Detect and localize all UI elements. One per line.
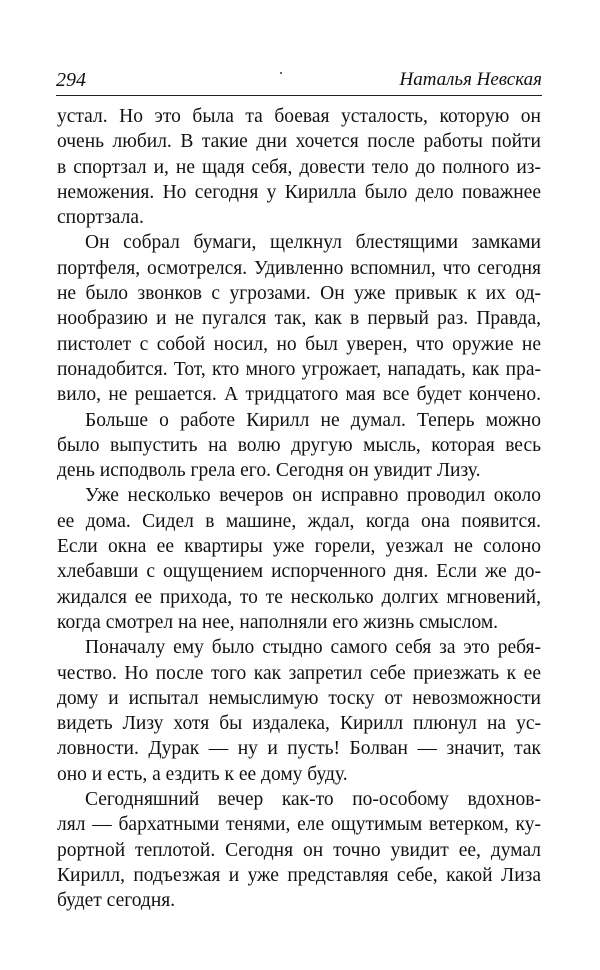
text-line: Больше о работе Кирилл не думал. Теперь можно: [85, 409, 541, 431]
text-line: пистолет с собой носил, но был уверен, что оружие не: [57, 333, 541, 355]
text-line: Уже несколько вечеров он исправно проводил около: [85, 485, 541, 507]
paragraph: [57, 483, 541, 635]
text-line: день исподволь грела его. Сегодня он увидит Лизу.: [57, 460, 481, 482]
paragraph: [57, 787, 541, 913]
paragraph: [57, 104, 541, 230]
text-line: очень любил. В такие дни хочется после работы пойти: [57, 131, 541, 153]
text-line: чество. Но после того как запретил себе приезжать к ее: [57, 662, 541, 684]
running-header: [56, 70, 542, 96]
text-line: Кирилл, подъезжая и уже представляя себе, какой Лиза: [57, 864, 541, 886]
text-line: видеть Лизу хотя бы издалека, Кирилл плюнул на ус-: [57, 713, 541, 735]
text-line: нообразию и не пугался так, как в первый раз. Правда,: [57, 308, 541, 330]
body-text: [57, 104, 541, 914]
text-line: не было звонков с угрозами. Он уже привык к их од-: [57, 283, 541, 305]
text-line: вило, не решается. А тридцатого мая все будет кончено.: [57, 384, 541, 406]
text-line: рортной теплотой. Сегодня он точно увидит ее, думал: [57, 839, 541, 861]
text-line: оно и есть, а ездить к ее дому буду.: [57, 763, 348, 785]
text-line: портфеля, осмотрелся. Удивленно вспомнил, что сегодня: [57, 257, 541, 279]
text-line: понадобится. Тот, кто много угрожает, нападать, как пра-: [57, 358, 541, 380]
text-line: спортзала.: [57, 207, 144, 229]
text-line: неможения. Но сегодня у Кирилла было дело поважнее: [57, 181, 541, 203]
paragraph: [57, 635, 541, 787]
page-number: 294: [56, 69, 86, 91]
running-title: Наталья Невская: [399, 69, 542, 90]
text-line: дому и испытал немыслимую тоску от невозможности: [57, 687, 541, 709]
paragraph: [57, 408, 541, 484]
text-line: устал. Но это была та боевая усталость, которую он: [57, 106, 541, 127]
header-dot: [280, 72, 282, 74]
text-line: в спортзал и, не щадя себя, довести тело до полного из-: [57, 156, 541, 178]
text-line: Сегодняшний вечер как-то по-особому вдохнов-: [85, 789, 541, 811]
text-line: будет сегодня.: [57, 890, 176, 912]
text-line: Поначалу ему было стыдно самого себя за это ребя-: [85, 637, 541, 659]
text-line: было выпустить на волю другую мысль, которая весь: [57, 434, 541, 456]
text-line: хлебавши с ощущением испорченного дня. Если же до-: [57, 561, 541, 583]
text-line: ловности. Дурак — ну и пусть! Болван — значит, так: [57, 738, 541, 760]
text-line: Если окна ее квартиры уже горели, уезжал не солоно: [57, 536, 541, 558]
text-line: лял — бархатными тенями, еле ощутимым ветерком, ку-: [57, 814, 541, 836]
text-line: ее дома. Сидел в машине, ждал, когда она появится.: [57, 510, 541, 532]
paragraph: [57, 230, 541, 407]
header-rule: [56, 95, 542, 96]
text-line: жидался ее прихода, то те несколько долгих мгновений,: [57, 586, 541, 608]
text-line: Он собрал бумаги, щелкнул блестящими замками: [85, 232, 541, 254]
text-line: когда смотрел на нее, наполняли его жизнь смыслом.: [57, 611, 499, 633]
